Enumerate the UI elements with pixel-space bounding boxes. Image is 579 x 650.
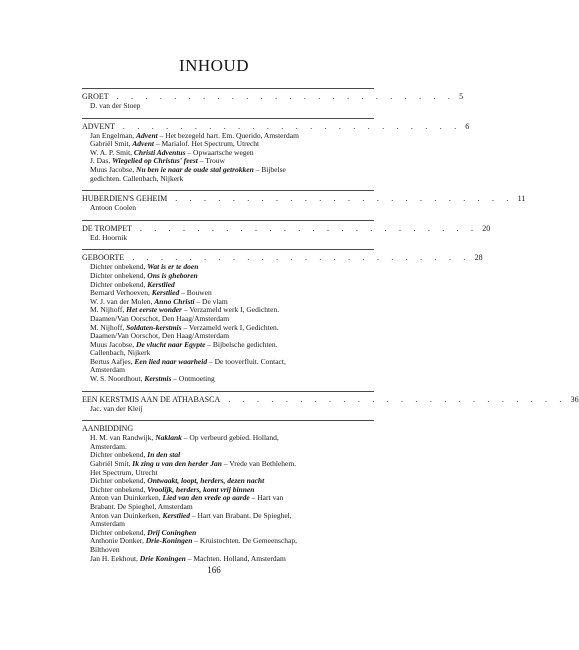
entry-author: M. Nijhoff, — [90, 322, 127, 332]
entry-text: Amsterdam. — [90, 441, 127, 451]
entry-work-title: Kerstlied — [162, 510, 190, 520]
entry-author: Dichter onbekend, — [90, 476, 148, 486]
entry-work-title: Lied van den vrede op aarde — [162, 493, 250, 503]
section-page-number: 5 — [459, 92, 464, 101]
section-title: DE TROMPET — [82, 223, 132, 233]
entry-source: – Verzameld werk I, Gedichten. — [181, 305, 280, 315]
entry-work-title: Drij Coninghen — [147, 527, 197, 537]
entry-line — [90, 537, 374, 546]
entry-line — [90, 234, 374, 243]
entry-source: – De tooverfluit. Contact, — [207, 356, 286, 366]
table-of-contents — [82, 88, 579, 570]
entry-source: – Marialof. Het Spectrum, Utrecht — [153, 139, 260, 149]
section-title: HUBERDIEN'S GEHEIM — [82, 194, 168, 204]
toc-section — [82, 391, 579, 414]
entry-author: W. A. P. Smit, — [90, 147, 134, 157]
entry-author: Dichter onbekend, — [90, 279, 148, 289]
entry-work-title: Naklank — [155, 433, 182, 443]
entry-text: Daamen/Van Oorschot, Den Haag/Amsterdam — [90, 313, 230, 323]
entry-source: – Bijbelsche gedichten. — [205, 339, 278, 349]
section-page-number: 36 — [570, 394, 579, 404]
entry-source: – Opwaartsche wegen — [185, 147, 254, 157]
section-entries — [82, 434, 374, 563]
entry-text: Amsterdam — [90, 519, 125, 529]
entry-line — [90, 512, 374, 521]
toc-section — [82, 420, 374, 563]
entry-author: Dichter onbekend, — [90, 270, 148, 280]
entry-work-title: Kerstmis — [144, 374, 172, 384]
entry-work-title: Een lied naar waarheid — [134, 356, 208, 366]
entry-source: – Verzameld werk I, Gedichten. — [181, 322, 279, 332]
entry-work-title: Anno Christi — [154, 296, 195, 306]
entry-line — [90, 358, 374, 367]
dot-leader: . . . . . . . . . . . . . . . . . . . . . . . . — [139, 223, 479, 233]
section-entries — [82, 263, 374, 383]
entry-source: – Het bezegeld hart. Em. Querido, Amsterdam — [157, 130, 299, 140]
entry-author: Bernard Verhoeven, — [90, 288, 152, 298]
toc-section — [82, 88, 464, 111]
entry-work-title: Ons is gheboren — [147, 270, 198, 280]
toc-section — [82, 118, 470, 184]
entry-line — [90, 375, 374, 384]
page-number: 166 — [207, 565, 221, 575]
entry-source: – Op verbeurd gebied. Holland, — [181, 433, 279, 443]
toc-section — [82, 190, 526, 213]
entry-author: W. J. van der Molen, — [90, 296, 155, 306]
entry-work-title: De vlucht naar Egypte — [136, 339, 206, 349]
entry-line — [90, 434, 374, 443]
entry-source: – Bouwen — [179, 288, 212, 298]
dot-leader: . . . . . . . . . . . . . . . . . . . . . . . . — [116, 92, 456, 101]
entry-author: M. Nijhoff, — [90, 305, 127, 315]
entry-line — [90, 405, 374, 414]
dot-leader: . . . . . . . . . . . . . . . . . . . . . . . . — [175, 194, 514, 204]
entry-line — [90, 102, 374, 111]
entry-author: Muus Jacobse, — [90, 339, 137, 349]
entry-author: Anton van Duinkerken, — [90, 510, 163, 520]
section-title: ADVENT — [82, 121, 115, 131]
entry-author: Dichter onbekend, — [90, 450, 148, 460]
entry-author: Jan H. Eekhout, — [90, 553, 140, 563]
section-entries — [82, 102, 374, 111]
entry-source: – Ontmoeting — [171, 374, 215, 384]
entry-source: – Vrede van Bethlehem. — [221, 459, 297, 469]
entry-line — [90, 555, 374, 564]
section-entries — [82, 132, 374, 184]
entry-text: Het Spectrum, Utrecht — [90, 467, 158, 477]
entry-work-title: Christi Adventus — [133, 147, 186, 157]
section-title: AANBIDDING — [82, 424, 134, 434]
entry-source: – De vlam — [194, 296, 228, 306]
section-entries — [82, 405, 374, 414]
entry-text: Callenbach, Nijkerk — [90, 348, 151, 358]
entry-work-title: Nu ben ie naar de oude stal getrokken — [136, 164, 254, 174]
entry-author: Gabriël Smit, — [90, 459, 133, 469]
entry-author: Bertus Aafjes, — [90, 356, 135, 366]
section-title: GROET — [82, 92, 109, 101]
entry-work-title: Drie Koningen — [139, 553, 186, 563]
toc-section — [82, 249, 483, 384]
entry-author: H. M. van Randwijk, — [90, 433, 156, 443]
entry-source: – Bijbelse — [253, 164, 286, 174]
entry-author: Anton van Duinkerken, — [90, 493, 163, 503]
entry-text: Ed. Hoornik — [90, 232, 128, 242]
entry-work-title: Kerstlied — [147, 279, 175, 289]
entry-work-title: In den stal — [147, 450, 181, 460]
entry-work-title: Advent — [136, 130, 158, 140]
entry-work-title: Advent — [132, 139, 154, 149]
entry-author: J. Das, — [90, 156, 113, 166]
entry-source: – Kruistochten. De Gemeenschap, — [192, 536, 297, 546]
entry-line — [90, 204, 374, 213]
entry-text: Daamen/Van Oorschot, Den Haag/Amsterdam — [90, 331, 230, 341]
entry-author: Gabriël Smit, — [90, 139, 133, 149]
entry-text: Brabant. De Spieghel, Amsterdam — [90, 502, 193, 511]
entry-work-title: Vroolijk, herders, komt vrij binnen — [147, 484, 255, 494]
entry-text: gedichten. Callenbach, Nijkerk — [90, 173, 184, 183]
entry-work-title: Ontwaakt, loopt, herders, dezen nacht — [147, 476, 265, 486]
section-title: EEN KERSTMIS AAN DE ATHABASCA — [82, 394, 221, 404]
entry-text: Bilthoven — [90, 544, 120, 554]
section-page-number: 11 — [517, 194, 526, 204]
entry-author: W. S. Noordhout, — [90, 374, 145, 384]
toc-section — [82, 220, 491, 243]
entry-work-title: Wiegelied op Christus' feest — [112, 156, 198, 166]
entry-author: Dichter onbekend, — [90, 527, 148, 537]
entry-author: Anthonie Donker, — [90, 536, 146, 546]
section-page-number: 28 — [474, 253, 483, 263]
entry-text: Amsterdam — [90, 365, 125, 375]
page-title: INHOUD — [178, 56, 250, 75]
entry-work-title: Soldaten-kerstmis — [126, 322, 182, 332]
entry-author: Muus Jacobse, — [90, 164, 137, 174]
entry-text: Jac. van der Kleij — [90, 403, 143, 413]
entry-work-title: Ik zing u van den herder Jan — [132, 459, 222, 469]
section-entries — [82, 234, 374, 243]
entry-source: – Machten. Holland, Amsterdam — [185, 553, 286, 563]
entry-work-title: Drie-Koningen — [145, 536, 193, 546]
entry-author: Dichter onbekend, — [90, 262, 148, 272]
entry-author: Jan Engelman, — [90, 130, 137, 140]
entry-text: Antoon Coolen — [90, 203, 137, 213]
section-title: GEBOORTE — [82, 253, 125, 263]
entry-source: – Hart van — [249, 493, 284, 503]
section-page-number: 6 — [465, 121, 470, 131]
entry-work-title: Kerstlied — [151, 288, 180, 298]
dot-leader: . . . . . . . . . . . . . . . . . . . . . . . . — [122, 121, 462, 131]
entry-work-title: Het eerste wonder — [126, 305, 182, 315]
entry-source: – Hart van Brabant. De Spieghel, — [189, 510, 292, 520]
dot-leader: . . . . . . . . . . . . . . . . . . . . . . . . — [228, 394, 567, 404]
section-page-number: 20 — [482, 223, 491, 233]
section-entries — [82, 204, 374, 213]
entry-work-title: Wat is er te doen — [147, 262, 199, 272]
entry-author: Dichter onbekend, — [90, 484, 148, 494]
entry-line — [90, 175, 374, 184]
dot-leader: . . . . . . . . . . . . . . . . . . . . . . . . — [132, 253, 471, 263]
entry-text: D. van der Stoep — [90, 101, 141, 110]
entry-source: – Trouw — [197, 156, 225, 166]
